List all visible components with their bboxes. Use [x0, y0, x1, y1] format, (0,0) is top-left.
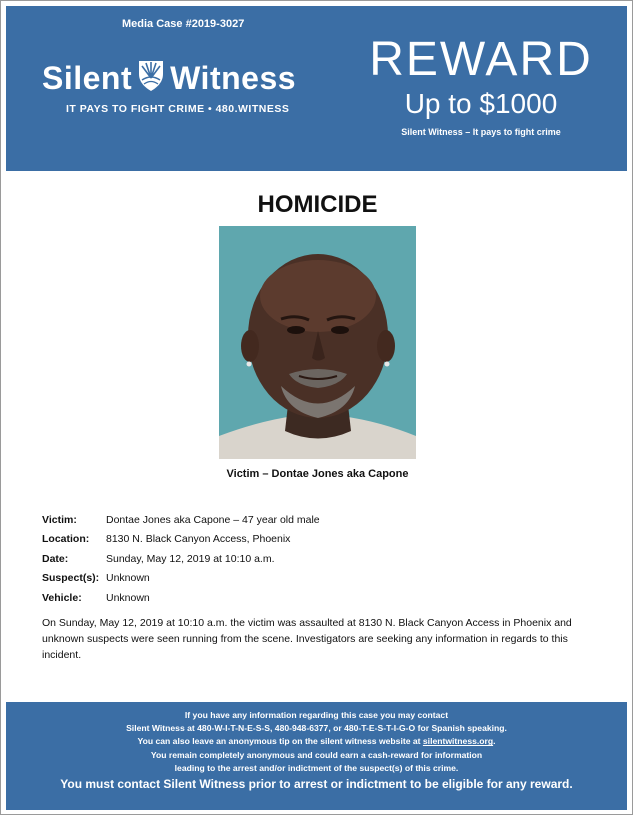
- footer-line-2: Silent Witness at 480-W-I-T-N-E-S-S, 480-948-6377, or 480-T-E-S-T-I-G-O for Spanish speaking.: [126, 723, 507, 734]
- detail-value: Unknown: [106, 572, 150, 585]
- reward-amount: Up to $1000: [404, 88, 558, 119]
- detail-row-location: [42, 530, 320, 550]
- silentwitness-link[interactable]: silentwitness.org: [422, 736, 494, 747]
- header-banner: [6, 6, 627, 171]
- shield-sunburst-icon: [136, 58, 166, 92]
- footer-line-5: leading to the arrest and/or indictment of the suspect(s) of this crime.: [174, 762, 459, 773]
- detail-value: Dontae Jones aka Capone – 47 year old male: [106, 513, 320, 526]
- detail-row-suspects: [42, 569, 320, 589]
- incident-narrative: On Sunday, May 12, 2019 at 10:10 a.m. the victim was assaulted at 8130 N. Black Canyon Access in Phoenix and unknown suspects were seen running from the scene. Investigators are seeking any information in regards to this incident.: [42, 617, 572, 661]
- footer-line-3-end: .: [493, 736, 496, 747]
- detail-label: Suspect(s):: [42, 572, 100, 585]
- detail-row-date: [42, 549, 320, 569]
- footer-banner: [6, 702, 627, 810]
- detail-label: Location:: [42, 533, 90, 546]
- crime-type-heading: HOMICIDE: [257, 191, 378, 218]
- detail-value: Unknown: [106, 591, 150, 604]
- footer-line-3: [6, 735, 627, 748]
- photo-caption: Victim – Dontae Jones aka Capone: [226, 468, 409, 480]
- media-case-number: Media Case #2019-3027: [122, 18, 245, 30]
- silent-witness-logo: [42, 58, 296, 98]
- detail-label: Vehicle:: [42, 591, 82, 604]
- detail-row-victim: [42, 510, 320, 530]
- victim-photo: [219, 226, 416, 459]
- tagline: IT PAYS TO FIGHT CRIME • 480.WITNESS: [66, 103, 290, 115]
- brand-right: Witness: [170, 59, 297, 96]
- detail-row-vehicle: [42, 588, 320, 608]
- must-contact-notice: You must contact Silent Witness prior to arrest or indictment to be eligible for any reward.: [60, 777, 573, 792]
- case-details: [42, 510, 320, 608]
- reward-title: REWARD: [369, 33, 593, 86]
- detail-label: Victim:: [42, 513, 77, 526]
- footer-line-4: You remain completely anonymous and could earn a cash-reward for information: [150, 749, 483, 760]
- brand-left: Silent: [42, 59, 133, 96]
- reward-subtitle: Silent Witness – It pays to fight crime: [401, 127, 561, 137]
- detail-value: 8130 N. Black Canyon Access, Phoenix: [106, 533, 291, 546]
- footer-line-1: If you have any information regarding this case you may contact: [184, 710, 449, 720]
- footer-line-3-text: You can also leave an anonymous tip on the silent witness website at: [137, 736, 423, 747]
- detail-value: Sunday, May 12, 2019 at 10:10 a.m.: [106, 552, 275, 565]
- detail-label: Date:: [42, 552, 69, 565]
